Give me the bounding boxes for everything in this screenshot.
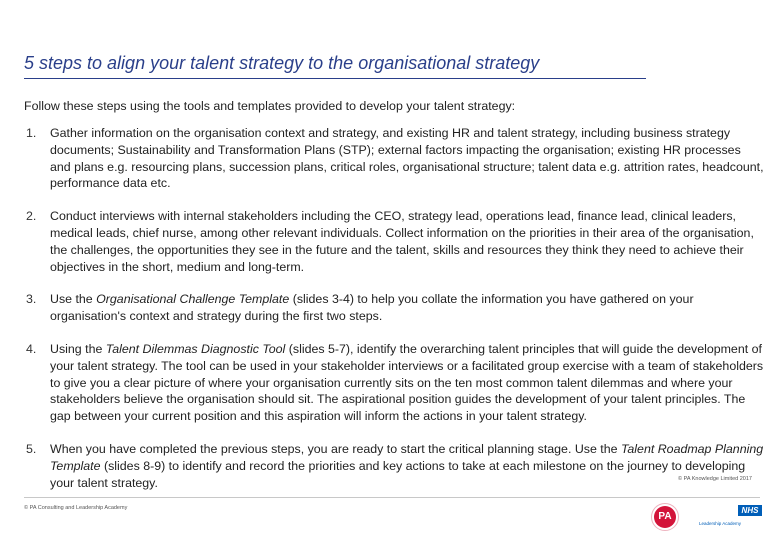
step-number: 4. bbox=[26, 341, 37, 356]
intro-text: Follow these steps using the tools and templates provided to develop your talent strategy: bbox=[24, 99, 516, 113]
step-number: 2. bbox=[26, 209, 37, 224]
nhs-logo: NHS bbox=[738, 505, 762, 516]
step-text: Gather information on the organisation context and strategy, and existing HR and talent strategy, including business strategy documents; Sustainability and Transformation Plans (STP); external factors impacting the organisation; existing HR processes and plans e.g. resourcing plans, succession plans, critical roles, organisational structure; talent data e.g. attrition rates, headcount, performance data etc. bbox=[50, 126, 764, 191]
step-item bbox=[24, 441, 764, 491]
step-number: 3. bbox=[26, 292, 37, 307]
step-item bbox=[24, 291, 764, 325]
footer-divider bbox=[24, 497, 760, 498]
step-number: 5. bbox=[26, 441, 37, 456]
step-text: Conduct interviews with internal stakeholders including the CEO, strategy lead, operations lead, finance lead, clinical leaders, medical leads, chief nurse, among other relevant individuals. Collect information on the priorities in their area of the organisation, the challenges, the opportunities they see in the future and the talent, skills and resources they think they need to achieve their objectives in the short, medium and long-term. bbox=[50, 209, 754, 274]
step-item bbox=[24, 341, 764, 425]
pa-logo: PA bbox=[654, 506, 676, 528]
step-number: 1. bbox=[26, 126, 37, 140]
step-item bbox=[24, 125, 764, 192]
page-title: 5 steps to align your talent strategy to the organisational strategy bbox=[24, 53, 540, 73]
tool-name: Talent Dilemmas Diagnostic Tool bbox=[105, 341, 286, 356]
steps-list bbox=[24, 125, 764, 507]
step-text: When you have completed the previous steps, you are ready to start the critical planning stage. Use the Talent Roadmap Planning Template (slides 8-9) to identify and record the priorities and key actions to take at each milestone on the journey to developing your talent strategy. bbox=[50, 441, 764, 490]
footer-copyright: © PA Consulting and Leadership Academy bbox=[24, 505, 128, 511]
step-item bbox=[24, 208, 764, 275]
title-underline bbox=[24, 78, 646, 79]
tool-name: Organisational Challenge Template bbox=[96, 292, 290, 307]
step-text: Use the Organisational Challenge Template (slides 3-4) to help you collate the information you have gathered on your organisation's context and strategy during the first two steps. bbox=[50, 292, 694, 324]
tool-name: Talent Roadmap Planning Template bbox=[50, 441, 764, 473]
leadership-academy-label: Leadership Academy bbox=[699, 521, 742, 526]
step-text: Using the Talent Dilemmas Diagnostic Tool (slides 5-7), identify the overarching talent principles that will guide the development of your talent strategy. The tool can be used in your stakeholder interviews or a facilitated group exercise with a team of stakeholders to give you a clear picture of where your organisation currently sits on the ten most common talent dilemmas and where your stakeholders believe the organisation should sit. The aspirational position guides the development of your talent principles. The gap between your current position and this aspiration will inform the actions in your talent strategy. bbox=[50, 341, 764, 424]
copyright-notice: © PA Knowledge Limited 2017 bbox=[678, 476, 752, 482]
